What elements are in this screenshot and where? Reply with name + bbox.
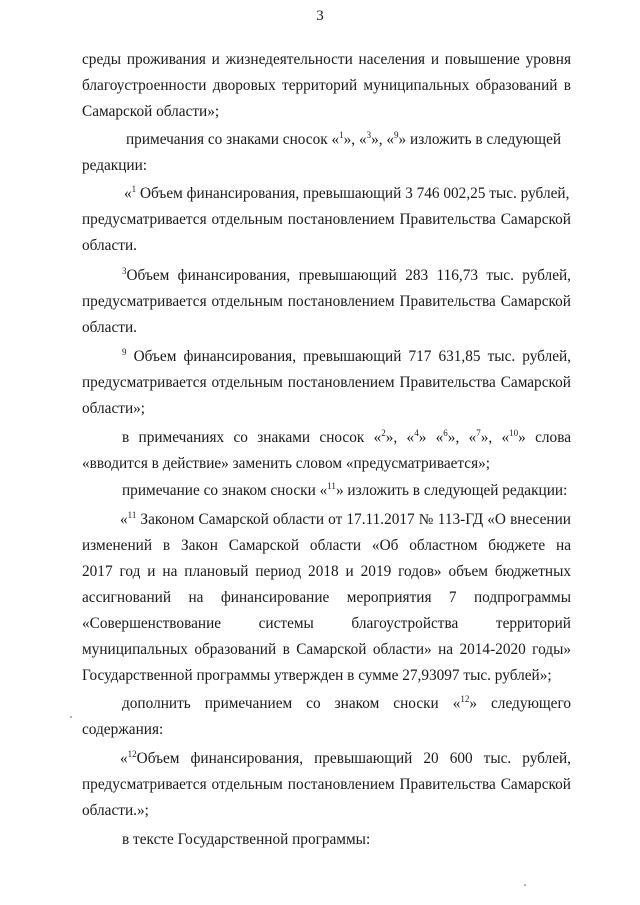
text-line: $^9$ Объем финансирования, превышающий 717 631,85 тыс. рублей,: [122, 347, 571, 365]
footnote-mark: 11: [127, 510, 137, 520]
text-line: предусматривается отдельным постановлением Правительства Самарской: [82, 293, 571, 310]
text-line: предусматривается отдельным постановлением Правительства Самарской: [82, 374, 571, 391]
footnote-mark: 7: [476, 428, 481, 438]
footnote-mark: 4: [414, 428, 419, 438]
footnote-mark: 6: [443, 428, 448, 438]
footnote-mark: 2: [381, 428, 386, 438]
footnote-mark: 12: [127, 749, 137, 759]
text-line: Государственной программы утвержден в сумме 27,93097 тыс. рублей»;: [82, 667, 552, 684]
footnote-mark: 3: [122, 266, 127, 276]
text-line: «$^{12}$Объем финансирования, превышающий 20 600 тыс. рублей,: [120, 749, 571, 767]
page-number: 3: [316, 8, 324, 24]
footnote-mark: 10: [509, 428, 519, 438]
text-line: области.: [82, 319, 137, 336]
text-line: муниципальных образований в Самарской области» на 2014-2020 годы»: [82, 641, 571, 658]
footnote-mark: 12: [460, 694, 470, 704]
text-line: благоустроенности дворовых территорий муниципальных образований в: [82, 77, 571, 94]
text-line: «вводится в действие» заменить словом «предусматривается»;: [82, 455, 491, 472]
footnote-mark: 1: [339, 130, 344, 140]
text-line: области.: [82, 237, 137, 254]
footnote-mark: 9: [394, 130, 399, 140]
text-line: примечания со знаками сносок «$^1$», «$^3$», «$^9$» изложить в следующей: [126, 130, 562, 148]
text-line: области»;: [82, 400, 146, 417]
scan-speck: [524, 884, 526, 886]
text-line: изменений в Закон Самарской области «Об областном бюджете на: [82, 537, 571, 554]
footnote-mark: 11: [327, 481, 336, 491]
text-line: 2017 год и на плановый период 2018 и 2019 годов» объем бюджетных: [82, 563, 571, 580]
text-line: «Совершенствование системы благоустройства территорий: [82, 615, 571, 632]
text-line: примечание со знаком сноски «$^{11}$» изложить в следующей редакции:: [122, 481, 568, 499]
text-line: Самарской области»;: [82, 103, 220, 120]
text-line: редакции:: [82, 157, 148, 174]
text-line: содержания:: [82, 721, 164, 738]
text-line: среды проживания и жизнедеятельности населения и повышение уровня: [82, 51, 571, 68]
text-line: «$^{11}$ Законом Самарской области от 17.11.2017 № 113-ГД «О внесении: [120, 510, 571, 528]
text-line: области.»;: [82, 802, 149, 819]
footnote-mark: 3: [366, 130, 372, 140]
scan-speck: [70, 716, 72, 718]
text-line: ассигнований на финансирование мероприятия 7 подпрограммы: [82, 589, 571, 606]
footnote-mark: 1: [131, 184, 137, 194]
text-line: дополнить примечанием со знаком сноски «$^{12}$» следующего: [122, 694, 572, 712]
text-line: $^3$Объем финансирования, превышающий 283 116,73 тыс. рублей,: [122, 266, 571, 284]
text-line: предусматривается отдельным постановлением Правительства Самарской: [82, 776, 571, 793]
text-line: в тексте Государственной программы:: [122, 831, 371, 848]
text-line: в примечаниях со знаками сносок «$^2$», «$^4$» «$^6$», «$^7$», «$^{10}$» слова: [122, 428, 572, 446]
footnote-mark: 9: [122, 347, 127, 357]
text-line: «$^1$ Объем финансирования, превышающий 3 746 002,25 тыс. рублей,: [124, 184, 570, 202]
text-line: предусматривается отдельным постановлением Правительства Самарской: [82, 211, 571, 228]
